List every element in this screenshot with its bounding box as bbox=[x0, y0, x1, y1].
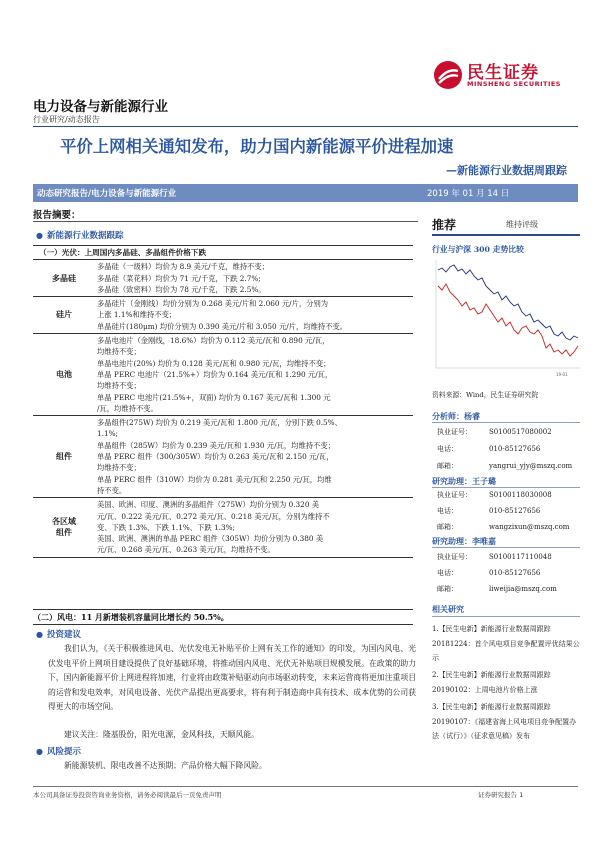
rating-label: 维持评级 bbox=[506, 220, 538, 229]
row-details bbox=[95, 416, 413, 498]
summary-heading: 报告摘要： bbox=[33, 210, 81, 221]
footer-page: 证券研究报告 1 bbox=[478, 791, 524, 799]
related-item[interactable]: 1.【民生电新】新能源行业数据周跟踪 20181224：首个风电项目竞争配置评优结果公示 bbox=[432, 625, 580, 663]
row-details bbox=[95, 498, 413, 557]
row-category: 各区域 组件 bbox=[33, 498, 95, 557]
related-heading: 相关研究 bbox=[432, 604, 464, 614]
divider bbox=[432, 422, 580, 423]
section-heading-invest bbox=[36, 628, 81, 640]
section-heading-risk bbox=[36, 745, 81, 757]
chart-title: 行业与沪深 300 走势比较 bbox=[432, 245, 524, 254]
section-heading-data bbox=[36, 229, 124, 241]
invest-paragraph: 我们认为，《关于积极推进风电、光伏发电无补贴平价上网有关工作的通知》的印发，为国内风电、光伏发电平价上网项目建设提供了良好基础环境，将推动国内风电、光伏无补贴项目规模发展。在政策的助力下，国内新能源平价上网进程将加速，行业将由政策补贴驱动向市场驱动转变，未来运营商将更加注重项目的运营和发电效率，对风电设备、光伏产品提出更高要求，将有利于制造商中具有技术、成本优势的公司获得更大的市场空间。 bbox=[48, 644, 416, 711]
detail-line: 多晶硅（菜花料）均价为 71 元/千克，下跌 2.7%; bbox=[97, 273, 261, 283]
assistant2-heading: 研究助理：李唯嘉 bbox=[432, 536, 496, 546]
bullet-icon: ● bbox=[36, 630, 43, 639]
row-category: 多晶硅 bbox=[33, 260, 95, 297]
risk-text: 新能源装机、限电改善不达预期；产品价格大幅下降风险。 bbox=[64, 761, 267, 770]
recommendation: 推荐 bbox=[432, 218, 457, 232]
invest-picks: 建议关注：隆基股份，阳光电源，金风科技，天顺风能。 bbox=[64, 730, 259, 739]
analyst-email bbox=[437, 461, 572, 471]
assistant1-heading: 研究助理：王子璐 bbox=[432, 476, 496, 486]
divider bbox=[33, 624, 413, 625]
table-row bbox=[33, 297, 413, 334]
series-line-hs300 bbox=[438, 284, 578, 356]
report-banner bbox=[33, 184, 578, 202]
page-subtitle: —新能源行业数据周跟踪 bbox=[446, 164, 567, 177]
detail-line: /瓦，均维持不变。 bbox=[97, 403, 158, 413]
field-value[interactable]: wangzixun@mszq.com bbox=[489, 523, 570, 531]
detail-line: 单晶组件（285W）均价为 0.239 美元/瓦和 1.930 元/瓦，均维持不变； bbox=[97, 440, 335, 450]
assistant2-email bbox=[437, 584, 557, 594]
detail-line: 多晶组件(275W) 均价为 0.219 美元/瓦和 1.800 元/瓦，分别下跌 0.5%、 bbox=[97, 418, 342, 428]
detail-line: 美国、欧洲、澳洲的单晶 PERC 组件（305W）均价分别为 0.380 美 bbox=[97, 534, 324, 544]
field-value: 010-85127656 bbox=[489, 445, 541, 453]
detail-line: 均维持不变； bbox=[97, 347, 141, 357]
table-row bbox=[33, 334, 413, 416]
price-table bbox=[33, 245, 413, 558]
detail-line: 单晶 PERC 组件（310W）均价为 0.281 美元/瓦和 2.250 元/瓦，均维 bbox=[97, 474, 332, 484]
field-value: 010-85127656 bbox=[489, 507, 541, 515]
page-title: 平价上网相关通知发布，助力国内新能源平价进程加速 bbox=[60, 137, 454, 156]
related-item[interactable]: 3.【民生电新】新能源行业数据周跟踪 20190107：《福建省海上风电项目竞争配置办法（试行）》（征求意见稿）发布 bbox=[432, 703, 577, 741]
detail-line: 元/瓦、0.268 美元/瓦、0.263 美元/瓦，均维持不变。 bbox=[97, 545, 275, 555]
field-value: S0100117110048 bbox=[489, 553, 552, 561]
detail-line: 单晶电池片(20%) 均价为 0.128 美元/瓦和 0.980 元/瓦，均维持不变； bbox=[97, 358, 331, 368]
field-value: S0100118030008 bbox=[489, 491, 552, 499]
bullet-icon: ● bbox=[36, 747, 43, 756]
detail-line: 单晶硅片(180μm) 均价分别为 0.390 美元/片和 3.050 元/片，均维持不变。 bbox=[97, 321, 348, 331]
field-value[interactable]: liweijia@mszq.com bbox=[489, 585, 557, 593]
table-head-pv: （一）光伏：上周国内多晶硅、多晶组件价格下跌 bbox=[33, 246, 413, 260]
detail-line: 持不变。 bbox=[97, 485, 127, 495]
divider bbox=[432, 547, 580, 548]
detail-line: 美国、欧洲、印度、澳洲的多晶组件（275W）均价分别为 0.320 美 bbox=[97, 500, 320, 510]
footer-disclaimer: 本公司具备证券投资咨询业务资格，请务必阅读最后一页免责声明 bbox=[33, 791, 222, 799]
field-label: 执业证号： bbox=[437, 428, 472, 436]
detail-line: 元/瓦、0.222 美元/瓦、0.272 美元/瓦、0.218 美元/瓦，分别为维持不 bbox=[97, 511, 330, 521]
detail-line: 多晶硅（一级料）均价为 8.9 美元/千克，维持不变； bbox=[97, 262, 269, 272]
row-category: 电池 bbox=[33, 334, 95, 416]
section-label: 风险提示 bbox=[46, 747, 81, 757]
detail-line: 多晶硅片（金刚线）均价分别为 0.268 美元/片和 2.060 元/片，分别为 bbox=[97, 299, 329, 309]
brand-name-cn: 民生证券 bbox=[467, 63, 539, 83]
field-label: 邮箱： bbox=[437, 585, 458, 593]
detail-line: 单晶 PERC 组件（300/305W）均价为 0.263 美元/瓦和 2.150 元/瓦， bbox=[97, 452, 334, 462]
bullet-icon: ● bbox=[36, 231, 43, 240]
related-item[interactable]: 2.【民生电新】新能源行业数据周跟踪 20190102：上周电池片价格上涨 bbox=[432, 671, 551, 694]
divider bbox=[432, 616, 580, 617]
detail-line: 1.1%; bbox=[97, 429, 118, 439]
detail-line: 单晶 PERC 电池片(21.5%+，双面) 均价为 0.167 美元/瓦和 1.300 元 bbox=[97, 392, 331, 402]
table-row bbox=[33, 416, 413, 498]
field-value: S0100517080002 bbox=[489, 428, 552, 436]
assistant1-license bbox=[437, 490, 552, 500]
detail-line: 多晶电池片（金刚线，18.6%）均价为 0.112 美元/瓦和 0.890 元/瓦， bbox=[97, 336, 330, 346]
analyst-phone bbox=[437, 444, 540, 454]
detail-line: 多晶硅（致密料）均价为 78 元/千克，下跌 2.5%。 bbox=[97, 284, 266, 294]
industry-label: 电力设备与新能源行业 bbox=[33, 99, 168, 115]
detail-line: 上涨 1.1%和维持不变； bbox=[97, 310, 177, 320]
field-label: 执业证号： bbox=[437, 491, 472, 499]
table-row bbox=[33, 260, 413, 297]
divider bbox=[33, 221, 418, 222]
table-row bbox=[33, 498, 413, 557]
chart-source: 资料来源：Wind，民生证券研究院 bbox=[432, 391, 539, 399]
series-line-industry bbox=[438, 265, 578, 340]
detail-line: 单晶 PERC 电池片（21.5%+）均价为 0.164 美元/瓦和 1.290 元/瓦， bbox=[97, 369, 333, 379]
assistant1-email bbox=[437, 522, 569, 532]
section-label: 新能源行业数据跟踪 bbox=[46, 231, 124, 241]
field-label: 电话： bbox=[437, 445, 458, 453]
analyst-license bbox=[437, 427, 552, 437]
detail-line: 均维持不变； bbox=[97, 381, 141, 391]
brand-logo bbox=[433, 58, 573, 94]
divider bbox=[432, 234, 580, 236]
wind-summary: （二）风电：11 月新增装机容量同比增长约 50.5%。 bbox=[33, 612, 229, 622]
divider bbox=[33, 609, 413, 610]
divider bbox=[432, 487, 580, 488]
detail-line: 变、下跌 1.3%、下跌 1.1%、下跌 1.3%; bbox=[97, 522, 235, 532]
field-value: 010-85127656 bbox=[489, 569, 541, 577]
field-label: 邮箱： bbox=[437, 523, 458, 531]
x-tick-label: 19-01 bbox=[556, 372, 568, 377]
chart-axes bbox=[436, 260, 580, 368]
detail-line: 均维持不变； bbox=[97, 463, 141, 473]
report-type: 行业研究/动态报告 bbox=[33, 115, 100, 124]
field-value[interactable]: yangrui_yjy@mszq.com bbox=[489, 462, 573, 470]
assistant2-phone bbox=[437, 568, 540, 578]
analyst-heading: 分析师：杨睿 bbox=[432, 411, 480, 421]
divider bbox=[33, 786, 578, 787]
assistant1-phone bbox=[437, 506, 540, 516]
section-label: 投资建议 bbox=[46, 630, 81, 640]
report-date: 2019 年 01 月 14 日 bbox=[427, 189, 510, 199]
divider bbox=[33, 126, 578, 127]
brand-name-en: MINSHENG SECURITIES bbox=[467, 80, 561, 88]
row-category: 硅片 bbox=[33, 297, 95, 334]
row-category: 组件 bbox=[33, 416, 95, 498]
field-label: 邮箱： bbox=[437, 462, 458, 470]
banner-category: 动态研究报告/电力设备与新能源行业 bbox=[37, 189, 177, 199]
field-label: 电话： bbox=[437, 507, 458, 515]
row-details bbox=[95, 334, 413, 416]
assistant2-license bbox=[437, 552, 552, 562]
field-label: 执业证号： bbox=[437, 553, 472, 561]
trend-chart bbox=[432, 256, 582, 378]
row-details bbox=[95, 297, 413, 334]
field-label: 电话： bbox=[437, 569, 458, 577]
row-details bbox=[95, 260, 413, 297]
minsheng-logo-icon bbox=[433, 60, 463, 90]
